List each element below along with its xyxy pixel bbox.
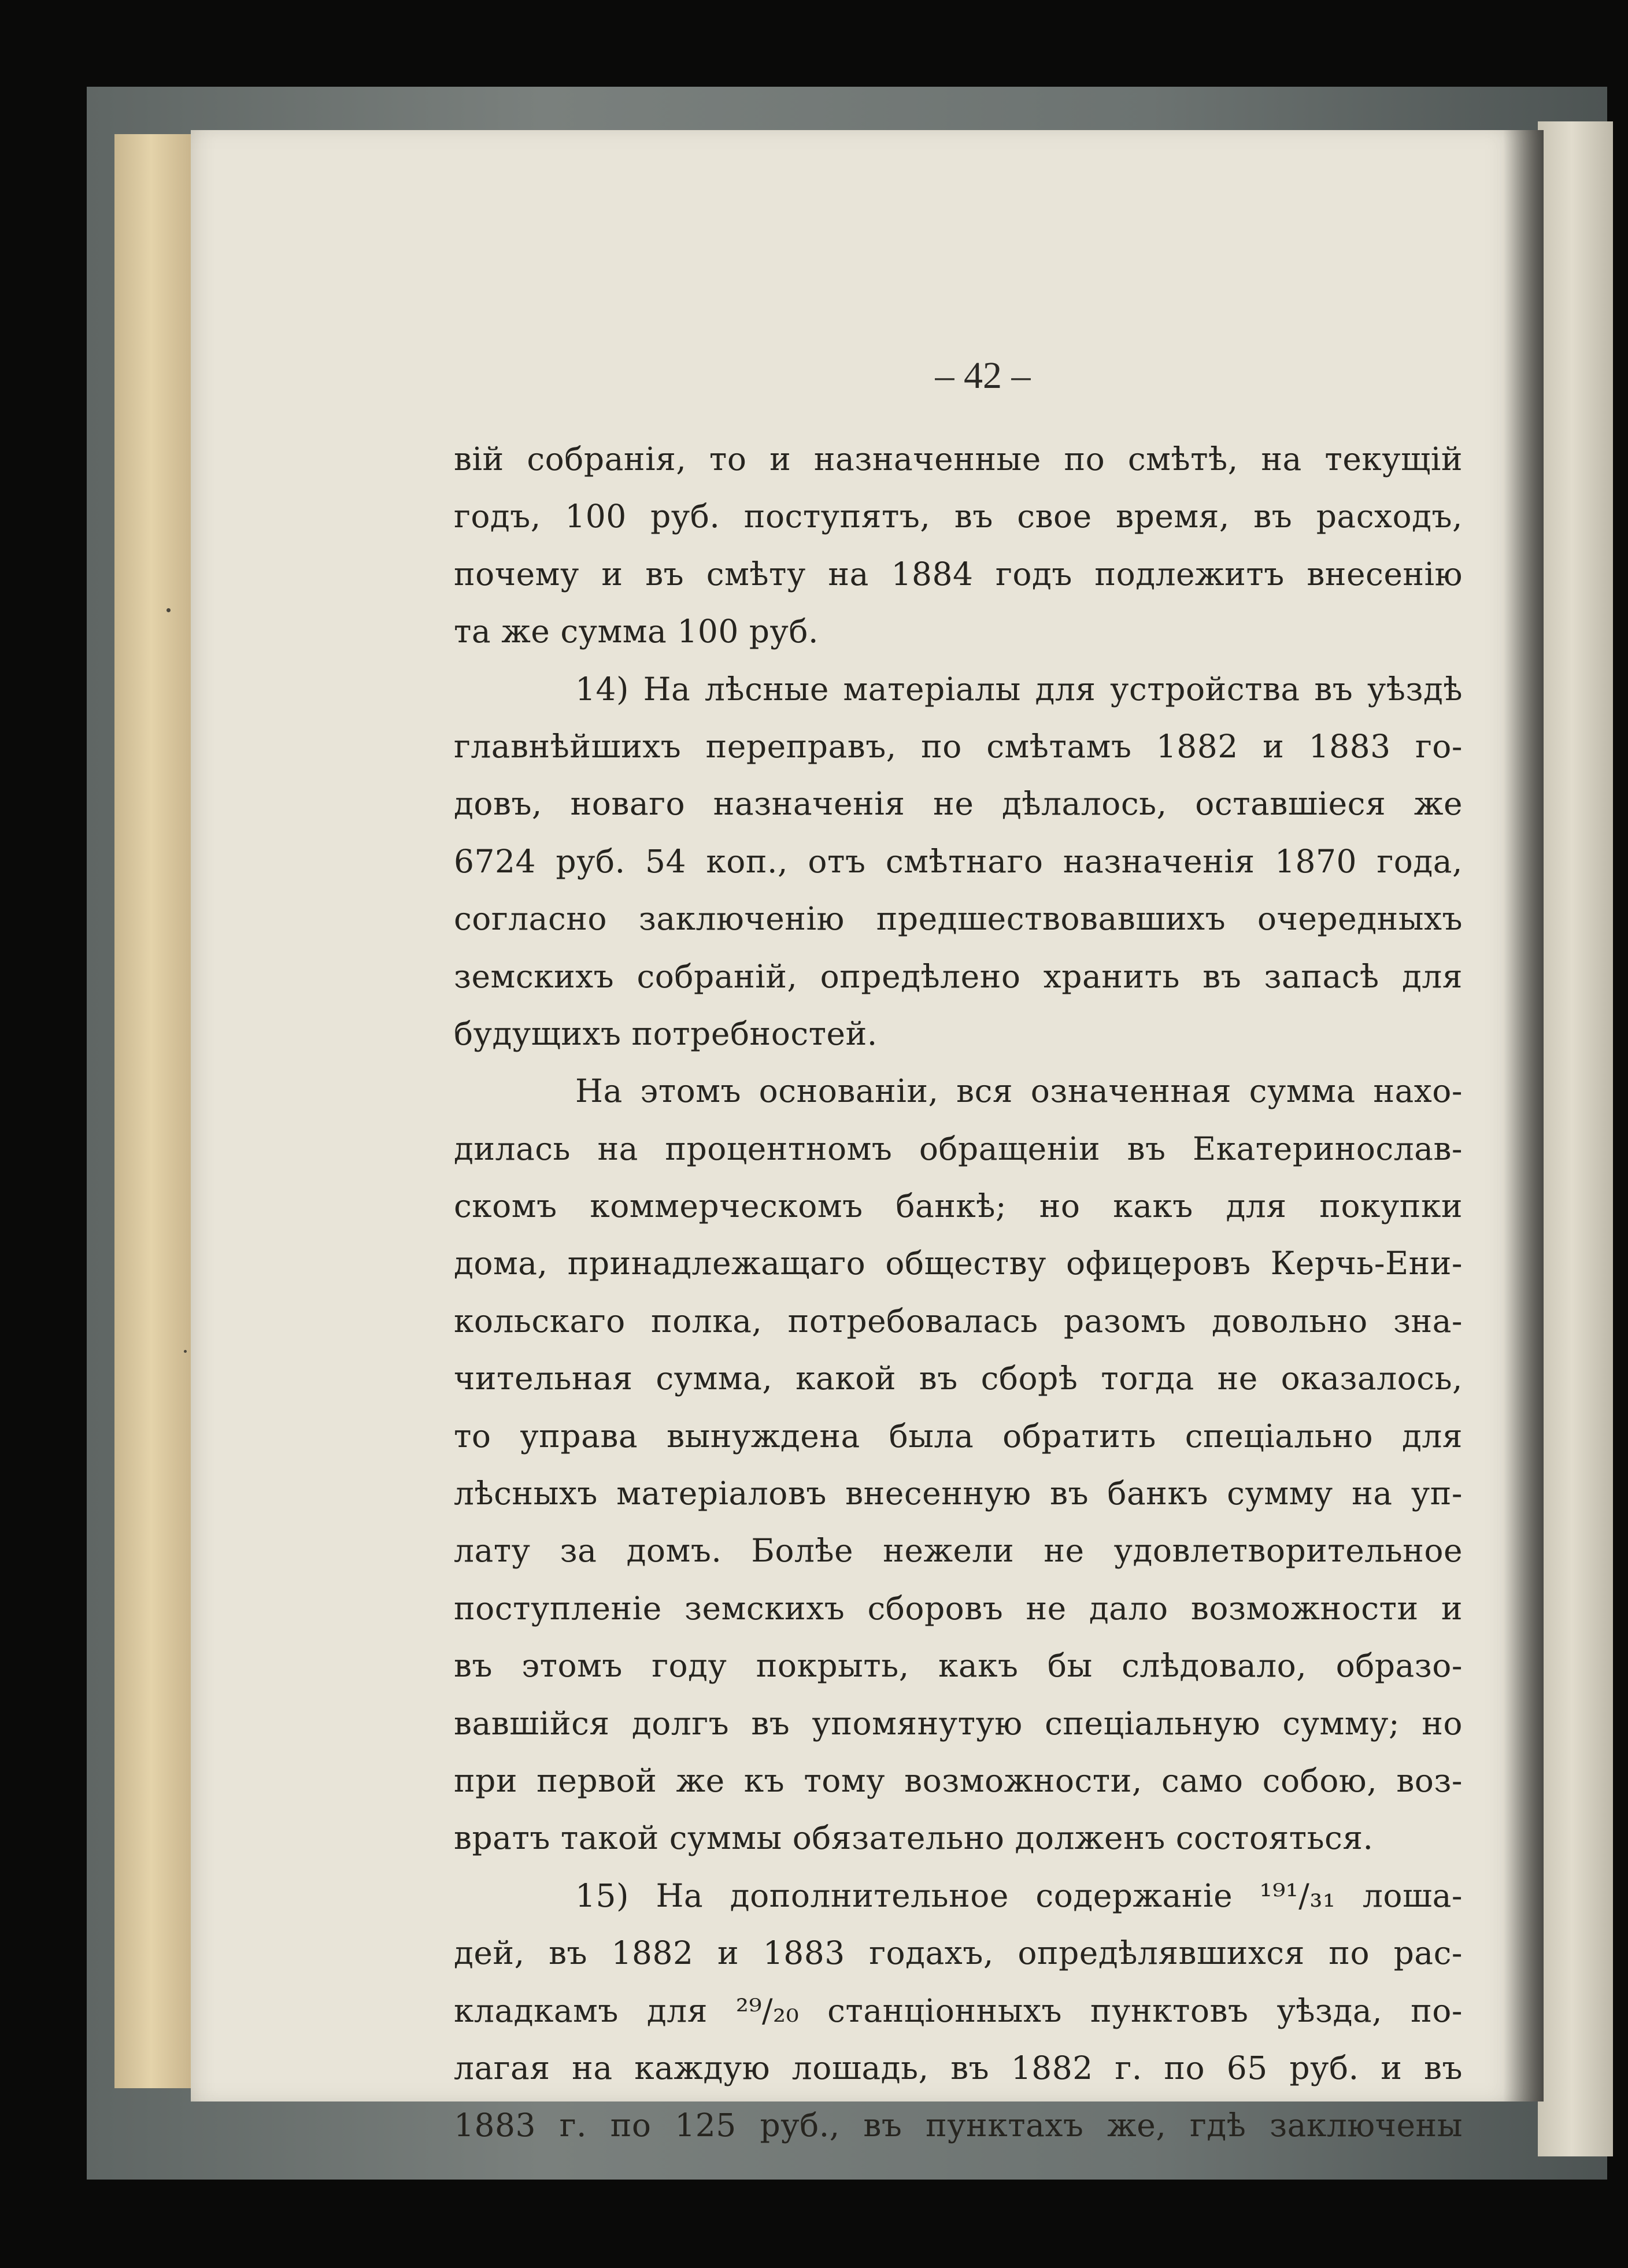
text-line: 1883 г. по 125 руб., въ пунктахъ же, гдѣ заключены xyxy=(454,2107,1463,2144)
text-line: скомъ коммерческомъ банкѣ; но какъ для покупки xyxy=(454,1187,1463,1225)
text-line: вій собранія, то и назначенные по смѣтѣ, на текущій xyxy=(454,441,1463,478)
text-line: лѣсныхъ матеріаловъ внесенную въ банкъ сумму на уп- xyxy=(454,1475,1463,1512)
text-line: лагая на каждую лошадь, въ 1882 г. по 65 руб. и въ xyxy=(454,2049,1463,2086)
page-gutter-shadow xyxy=(1503,130,1544,2101)
text-line: 6724 руб. 54 коп., отъ смѣтнаго назначенія 1870 года, xyxy=(454,842,1463,880)
text-line: 14) На лѣсные матеріалы для устройства въ уѣздѣ xyxy=(575,670,1463,708)
text-line: земскихъ собраній, опредѣлено хранить въ запасѣ для xyxy=(454,957,1463,995)
text-line: довъ, новаго назначенія не дѣлалось, оставшіеся же xyxy=(454,785,1463,823)
text-line: почему и въ смѣту на 1884 годъ подлежитъ внесенію xyxy=(454,555,1463,593)
text-line: то управа вынуждена была обратить спеціально для xyxy=(454,1417,1463,1455)
margin-dot-mark xyxy=(184,1350,187,1353)
book-spine xyxy=(114,134,195,2088)
text-line: дома, принадлежащаго обществу офицеровъ Керчь-Ени- xyxy=(454,1245,1463,1282)
text-line: лату за домъ. Болѣе нежели не удовлетворительное xyxy=(454,1532,1463,1570)
text-line: вратъ такой суммы обязательно долженъ состояться. xyxy=(454,1819,1374,1857)
text-line: та же сумма 100 руб. xyxy=(454,613,819,650)
text-line: чительная сумма, какой въ сборѣ тогда не оказалось, xyxy=(454,1360,1463,1397)
text-line: кладкамъ для ²⁹/₂₀ станціонныхъ пунктовъ уѣзда, по- xyxy=(454,1992,1463,2029)
text-line: вавшійся долгъ въ упомянутую спеціальную сумму; но xyxy=(454,1704,1463,1742)
body-text xyxy=(454,431,1463,2155)
text-line: при первой же къ тому возможности, само собою, воз- xyxy=(454,1762,1463,1799)
text-line: поступленіе земскихъ сборовъ не дало возможности и xyxy=(454,1589,1463,1627)
text-line: согласно заключенію предшествовавшихъ очередныхъ xyxy=(454,900,1463,938)
text-line: На этомъ основаніи, вся означенная сумма нахо- xyxy=(575,1072,1463,1110)
text-line: кольскаго полка, потребовалась разомъ довольно зна- xyxy=(454,1302,1463,1340)
text-line: въ этомъ году покрыть, какъ бы слѣдовало, образо- xyxy=(454,1647,1463,1685)
page-number: – 42 – xyxy=(935,354,1031,397)
text-line: дей, въ 1882 и 1883 годахъ, опредѣлявшихся по рас- xyxy=(454,1934,1463,1972)
text-line: дилась на процентномъ обращеніи въ Екатеринослав- xyxy=(454,1130,1463,1167)
text-line: главнѣйшихъ переправъ, по смѣтамъ 1882 и 1883 го- xyxy=(454,727,1463,765)
text-line: годъ, 100 руб. поступятъ, въ свое время, въ расходъ, xyxy=(454,498,1463,535)
text-line: 15) На дополнительное содержаніе ¹⁹¹/₃₁ лошa- xyxy=(575,1877,1463,1914)
next-page-edge xyxy=(1538,121,1613,2156)
text-line: будущихъ потребностей. xyxy=(454,1015,878,1052)
margin-dot-mark xyxy=(166,608,171,612)
